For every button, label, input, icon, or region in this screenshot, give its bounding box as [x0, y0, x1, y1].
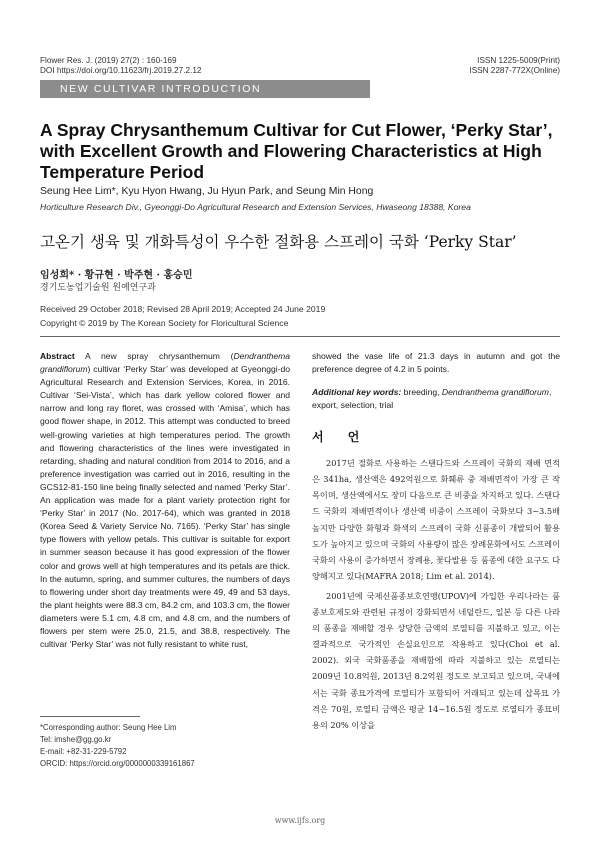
korean-title: 고온기 생육 및 개화특성이 우수한 절화용 스프레이 국화 ‘Perky Star’ — [40, 233, 517, 251]
abstract-continuation: showed the vase life of 21.3 days in autumn and got the preference degree of 4.2 in 5 points. — [312, 351, 560, 375]
abstract-column — [40, 350, 290, 651]
footnote-email: E-mail: +82-31-229-5792 — [40, 747, 127, 756]
issn-print: ISSN 1225-5009(Print) — [477, 56, 560, 65]
author-affiliation: Horticulture Research Div., Gyeonggi-Do Agricultural Research and Extension Services, Hwaseong 18388, Korea — [40, 202, 471, 212]
article-dates: Received 29 October 2018; Revised 28 April 2019; Accepted 24 June 2019 — [40, 304, 326, 314]
korean-author-list: 임성희* · 황규현 · 박주현 · 홍승민 — [40, 270, 193, 281]
keywords-part-2: , export, selection, trial — [312, 387, 552, 411]
corresponding-author-footnote — [40, 722, 290, 770]
abstract-part-2: ) cultivar ‘Perky Star’ was developed at Gyeonggi-do Agricultural Research and Extension Services, Korea, in 2016. Cultivar ‘Sei-Vista’, which has dark yellow colored flower and narrow and long ray floret, was crossed with ‘Amisa’, which has good flower shape, in 2012. This attempt was conducted to breed well-growing varieties at high temperatures period. The growth and flowering characteristics of the lines were investigated in retarding, shading and natural condition from 2014 to 2016, and a preference investigation was carried out in 2016, resulting in the GCS12-81-150 line being finally selected and named ‘Perky Star’. An application was made for a plant variety protection right for ‘Perky Star’ in 2017 (No. 2017-64), which was granted in 2018 (Korea Seed & Variety Service No. 7165). ‘Perky Star’ has single type flowers with yellow petals. This cultivar is suitable for export in summer season because it has good expression of the flower color and grows well at high temperatures and its petals are thick. In the autumn, spring, and summer cultures, the numbers of days to flowering under short day treatments were 49, 49 and 53 days, the plant heights were 88.3 cm, 84.2 cm, and 103.3 cm, the flower diameters were 5.1 cm, 4.8 cm, and 4.8 cm, and the numbers of flowers per stem were 25.0, 21.5, and 38.8, respectively. The cultivar ‘Perky Star’ was not fully resistant to white rust, — [40, 364, 290, 650]
footnote-orcid: ORCID: https://orcid.org/0000000339161867 — [40, 759, 195, 768]
keywords-label: Additional key words: — [312, 387, 402, 398]
keywords-species: Dendranthema grandiflorum — [441, 387, 549, 398]
copyright-line: Copyright © 2019 by The Korean Society for Floricultural Science — [40, 318, 289, 328]
footnote-tel: Tel: imshe@gg.go.kr — [40, 735, 112, 744]
author-list: Seung Hee Lim*, Kyu Hyon Hwang, Ju Hyun Park, and Seung Min Hong — [40, 186, 374, 197]
footnote-divider — [40, 716, 140, 717]
right-column — [312, 350, 560, 737]
intro-paragraph-2: 2001년에 국제신품종보호연맹(UPOV)에 가입한 우리나라는 품종보호제도와 관련된 규정이 강화되면서 네덜란드, 일본 등 다른 나라의 품종을 재배할 경우 상당한 금액의 로열티를 지불하고 있고, 이는 결과적으로 국가적인 손실요인으로 작용하고 있다(Choi et al. 2002). 외국 국화품종을 재배함에 따라 지불하고 있는 로열티는 2009년 10.8억원, 2013년 8.2억원 정도로 보고되고 있으며, 국내에서는 국화 종묘가격에 로열티가 포함되어 거래되고 있는데 삽목묘 가격은 70원, 로열티 금액은 평균 14~16.5원 정도로 로열티가 종묘비용의 20% 이상을 — [312, 590, 560, 730]
issn-online: ISSN 2287-772X(Online) — [469, 66, 560, 75]
header-divider — [40, 336, 560, 337]
section-heading-introduction: 서 언 — [312, 430, 370, 445]
korean-affiliation: 경기도농업기술원 원예연구과 — [40, 283, 156, 293]
page-footer-url: www.ijfs.org — [274, 816, 326, 825]
keywords — [312, 386, 560, 412]
article-type-banner: NEW CULTIVAR INTRODUCTION — [40, 80, 370, 98]
footnote-corresponding: *Corresponding author: Seung Hee Lim — [40, 723, 177, 732]
abstract-species-name: Dendranthema grandiflorum — [40, 351, 290, 375]
journal-citation: Flower Res. J. (2019) 27(2) : 160-169 — [40, 56, 177, 65]
abstract-label: Abstract — [40, 351, 75, 361]
keywords-part-1: breeding, — [401, 387, 442, 398]
intro-paragraph-1: 2017년 절화로 사용하는 스탠다드와 스프레이 국화의 재배 면적은 341ha, 생산액은 492억원으로 화훼류 중 재배면적이 가장 큰 작목이며, 생산액에서도 장미 다음으로 큰 비중을 차지하고 있다. 스탠다드 국화의 재배면적이나 생산액 비중이 스프레이 국화보다 3~3.5배 높지만 다양한 화형과 화색의 스프레이 국화 신품종이 개발되어 활용도가 높아지고 있으며 국화의 사용량이 많은 장례문화에서도 스프레이 국화의 사용이 증가하면서 장례용, 꽃다발용 등 품종에 대한 요구도 다양해지고 있다(MAFRA 2018; Lim et al. 2014). — [312, 458, 560, 581]
doi-line: DOI https://doi.org/10.11623/frj.2019.27.2.12 — [40, 66, 202, 75]
abstract-text — [40, 350, 290, 651]
article-title: A Spray Chrysanthemum Cultivar for Cut Flower, ‘Perky Star’, with Excellent Growth and Flowering Characteristics at High Temperature Period — [40, 120, 553, 182]
abstract-part-1: A new spray chrysanthemum ( — [74, 351, 234, 361]
